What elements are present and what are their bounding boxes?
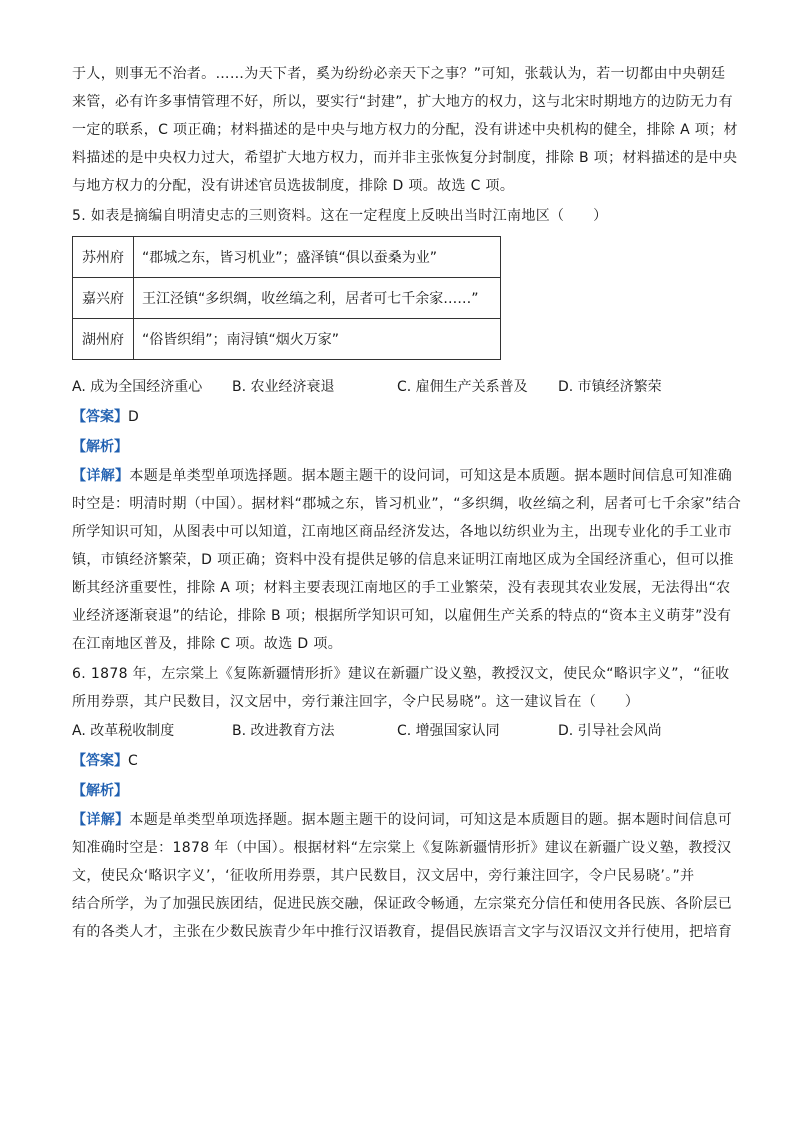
option-b: B. 改进教育方法 xyxy=(232,723,335,739)
question-6 xyxy=(72,660,733,946)
document-page xyxy=(72,60,742,946)
text-line: 镇，市镇经济繁荣，D 项正确；资料中没有提供足够的信息来证明江南地区成为全国经济重心，但可以推 xyxy=(72,552,734,568)
text-line xyxy=(72,806,733,834)
text-line: 断其经济重要性，排除 A 项；材料主要表现江南地区的手工业繁荣，没有表现其农业发展，无法得出“农 xyxy=(72,580,731,596)
answer-tag: 【答案】 xyxy=(72,753,128,769)
table-cell-place: 湖州府 xyxy=(73,319,134,360)
text-line: 来管，必有许多事情管理不好，所以，要实行“封建”，扩大地方的权力，这与北宋时期地方的边防无力有 xyxy=(72,94,733,110)
option-a: A. 成为全国经济重心 xyxy=(72,379,203,395)
text-line: 知准确时空是：1878 年（中国）。根据材料“左宗棠上《复陈新疆情形折》建议在新疆广设义塾，教授汉 xyxy=(72,840,732,856)
table-row xyxy=(73,319,501,360)
text-line: 结合所学，为了加强民族团结，促进民族交融，保证政令畅通，左宗棠充分信任和使用各民族、各阶层已 xyxy=(72,896,733,912)
answer-value: C xyxy=(128,753,138,769)
table-cell-text: “俗皆织绢”；南浔镇“烟火万家” xyxy=(134,319,501,360)
question-5 xyxy=(72,202,742,658)
answer-line xyxy=(72,402,722,432)
text-line: 有的各类人才，主张在少数民族青少年中推行汉语教育，提倡民族语言文字与汉语汉文并行使用，把培育 xyxy=(72,924,733,940)
text-line: 业经济逐渐衰退”的结论，排除 B 项；根据所学知识可知，以雇佣生产关系的特点的“资本主义萌芽”没有 xyxy=(72,608,732,624)
answer-tag: 【答案】 xyxy=(72,409,128,425)
analysis-tag: 【解析】 xyxy=(72,439,128,455)
options-row xyxy=(72,716,722,746)
detail-tag: 【详解】 xyxy=(72,468,130,484)
detail-text: 本题是单类型单项选择题。据本题主题干的设问词，可知这是本质题。据本题时间信息可知准确 xyxy=(129,468,733,484)
option-c: C. 增强国家认同 xyxy=(397,723,500,739)
table-cell-text: 王江泾镇“多织绸，收丝缟之利，居者可七千余家……” xyxy=(134,278,501,319)
table-row xyxy=(73,278,501,319)
text-line: 所学知识可知，从图表中可以知道，江南地区商品经济发达，各地以纺织业为主，出现专业化的手工业市 xyxy=(72,524,733,540)
option-d: D. 引导社会风尚 xyxy=(558,723,662,739)
option-c: C. 雇佣生产关系普及 xyxy=(397,379,528,395)
analysis-tag: 【解析】 xyxy=(72,783,128,799)
text-line xyxy=(72,462,733,490)
answer-line xyxy=(72,746,722,776)
table-cell-text: “郡城之东，皆习机业”；盛泽镇“俱以蚕桑为业” xyxy=(134,237,501,278)
table-row xyxy=(73,237,501,278)
option-d: D. 市镇经济繁荣 xyxy=(558,379,662,395)
question-stem: 5. 如表是摘编自明清史志的三则资料。这在一定程度上反映出当时江南地区（ ） xyxy=(72,208,608,224)
answer-value: D xyxy=(128,409,139,425)
table-cell-place: 苏州府 xyxy=(73,237,134,278)
text-line: 料描述的是中央权力过大，希望扩大地方权力，而并非主张恢复分封制度，排除 B 项；材料描述的是中央 xyxy=(72,150,738,166)
options-row xyxy=(72,372,722,402)
text-line: 与地方权力的分配，没有讲述官员选拔制度，排除 D 项。故选 C 项。 xyxy=(72,178,515,194)
text-line: 在江南地区普及，排除 C 项。故选 D 项。 xyxy=(72,636,343,652)
material-table xyxy=(72,236,501,360)
question-stem: 6. 1878 年，左宗棠上《复陈新疆情形折》建议在新疆广设义塾，教授汉文，使民众“略识字义”，“征收 xyxy=(72,666,730,682)
detail-paragraph xyxy=(72,462,742,658)
intro-paragraph xyxy=(72,60,738,200)
option-b: B. 农业经济衰退 xyxy=(232,379,335,395)
text-line: 于人，则事无不治者。……为天下者，奚为纷纷必亲天下之事？”可知，张载认为，若一切都由中央朝廷 xyxy=(72,66,726,82)
table-cell-place: 嘉兴府 xyxy=(73,278,134,319)
option-a: A. 改革税收制度 xyxy=(72,723,175,739)
text-line: 一定的联系，C 项正确；材料描述的是中央与地方权力的分配，没有讲述中央机构的健全，排除 A 项；材 xyxy=(72,122,738,138)
text-line: 文，使民众‘略识字义’，‘征收所用券票，其户民数目，汉文居中，旁行兼注回字，令户民易晓’。”并 xyxy=(72,868,695,884)
question-stem: 所用券票，其户民数目，汉文居中，旁行兼注回字，令户民易晓”。这一建议旨在（ ） xyxy=(72,694,640,710)
analysis-line xyxy=(72,432,722,462)
detail-paragraph xyxy=(72,806,733,946)
analysis-line xyxy=(72,776,722,806)
detail-text: 本题是单类型单项选择题。据本题主题干的设问词，可知这是本质题目的题。据本题时间信息可 xyxy=(129,812,733,828)
text-line: 时空是：明清时期（中国）。据材料“郡城之东，皆习机业”，“多织绸，收丝缟之利，居者可七千余家”结合 xyxy=(72,496,742,512)
detail-tag: 【详解】 xyxy=(72,812,130,828)
